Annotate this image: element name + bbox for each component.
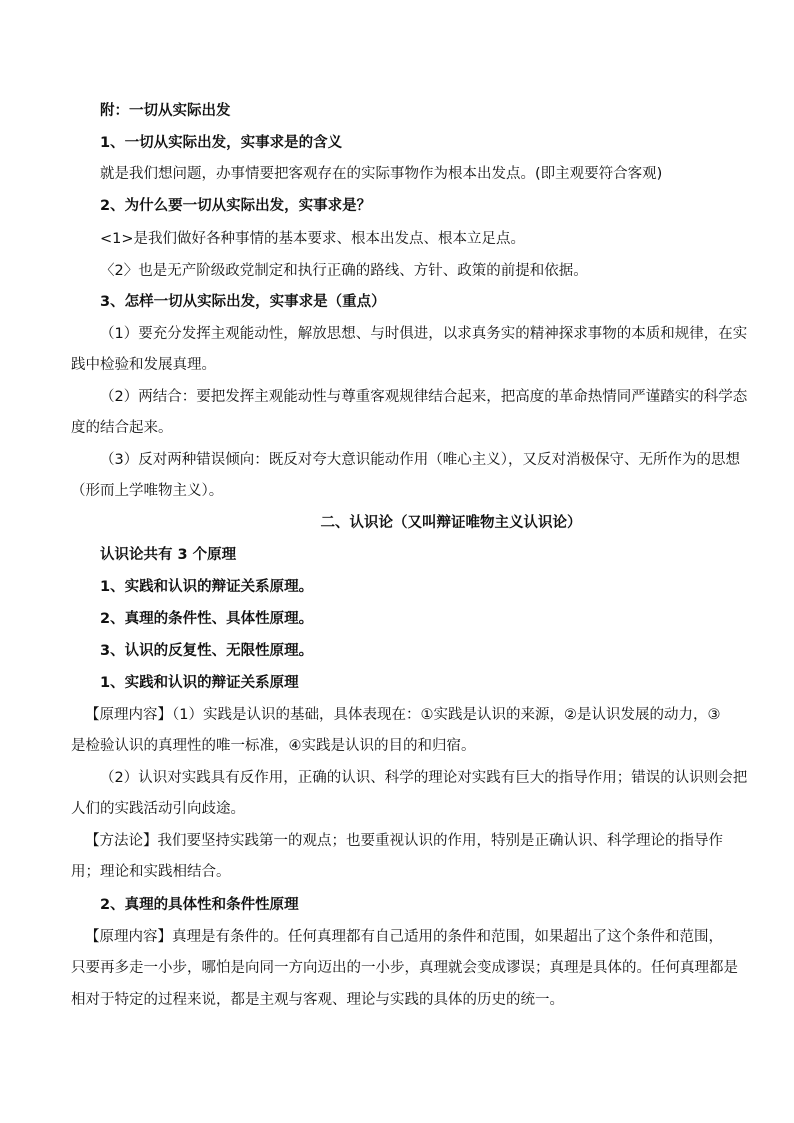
principle-list-item-3: 3、认识的反复性、无限性原理。 [100, 643, 314, 659]
paragraph-reason-2: 〈2〉也是无产阶级政党制定和执行正确的路线、方针、政策的前提和依据。 [100, 263, 588, 279]
principle-content-2-line2: 人们的实践活动引向歧途。 [71, 801, 245, 817]
paragraph-how-3-line1: （3）反对两种错误倾向：既反对夸大意识能动作用（唯心主义），又反对消极保守、无所作为的思想 [100, 452, 740, 468]
subsection-heading-truth: 2、真理的具体性和条件性原理 [100, 897, 299, 913]
subsection-heading-practice: 1、实践和认识的辩证关系原理 [100, 675, 299, 691]
paragraph-how-2-line2: 度的结合起来。 [71, 420, 173, 436]
truth-content-line2: 只要再多走一小步，哪怕是向同一方向迈出的一小步，真理就会变成谬误；真理是具体的。任何真理都是 [71, 960, 738, 976]
section-heading-3: 3、怎样一切从实际出发，实事求是（重点） [100, 294, 386, 310]
section-heading-1: 1、一切从实际出发，实事求是的含义 [100, 135, 343, 151]
methodology-line1: 【方法论】我们要坚持实践第一的观点；也要重视认识的作用，特别是正确认识、科学理论的指导作 [85, 833, 723, 849]
methodology-line2: 用；理论和实践相结合。 [71, 864, 231, 880]
principle-count: 认识论共有 3 个原理 [100, 547, 237, 563]
principle-content-1-line1: 【原理内容】（1）实践是认识的基础，具体表现在：①实践是认识的来源，②是认识发展的动力，③ [85, 707, 721, 723]
paragraph-meaning: 就是我们想问题，办事情要把客观存在的实际事物作为根本出发点。(即主观要符合客观) [100, 166, 663, 182]
appendix-heading: 附：一切从实际出发 [100, 103, 231, 119]
paragraph-how-2-line1: （2）两结合：要把发挥主观能动性与尊重客观规律结合起来，把高度的革命热情同严谨踏实的科学态 [100, 389, 748, 405]
principle-list-item-1: 1、实践和认识的辩证关系原理。 [100, 579, 314, 595]
paragraph-how-3-line2: （形而上学唯物主义）。 [71, 483, 224, 499]
principle-list-item-2: 2、真理的条件性、具体性原理。 [100, 611, 314, 627]
section-heading-2: 2、为什么要一切从实际出发，实事求是？ [100, 198, 372, 214]
paragraph-how-1-line1: （1）要充分发挥主观能动性，解放思想、与时俱进，以求真务实的精神探求事物的本质和规律，在实 [100, 326, 748, 342]
paragraph-reason-1: <1>是我们做好各种事情的基本要求、根本出发点、根本立足点。 [100, 231, 526, 247]
principle-content-1-line2: 是检验认识的真理性的唯一标准，④实践是认识的目的和归宿。 [71, 738, 476, 754]
paragraph-how-1-line2: 践中检验和发展真理。 [71, 357, 216, 373]
principle-content-2-line1: （2）认识对实践具有反作用，正确的认识、科学的理论对实践有巨大的指导作用；错误的认识则会把 [100, 770, 748, 786]
chapter-heading-epistemology: 二、认识论（又叫辩证唯物主义认识论） [320, 515, 582, 531]
truth-content-line1: 【原理内容】真理是有条件的。任何真理都有自己适用的条件和范围，如果超出了这个条件和范围， [85, 929, 723, 945]
truth-content-line3: 相对于特定的过程来说，都是主观与客观、理论与实践的具体的历史的统一。 [71, 992, 564, 1008]
